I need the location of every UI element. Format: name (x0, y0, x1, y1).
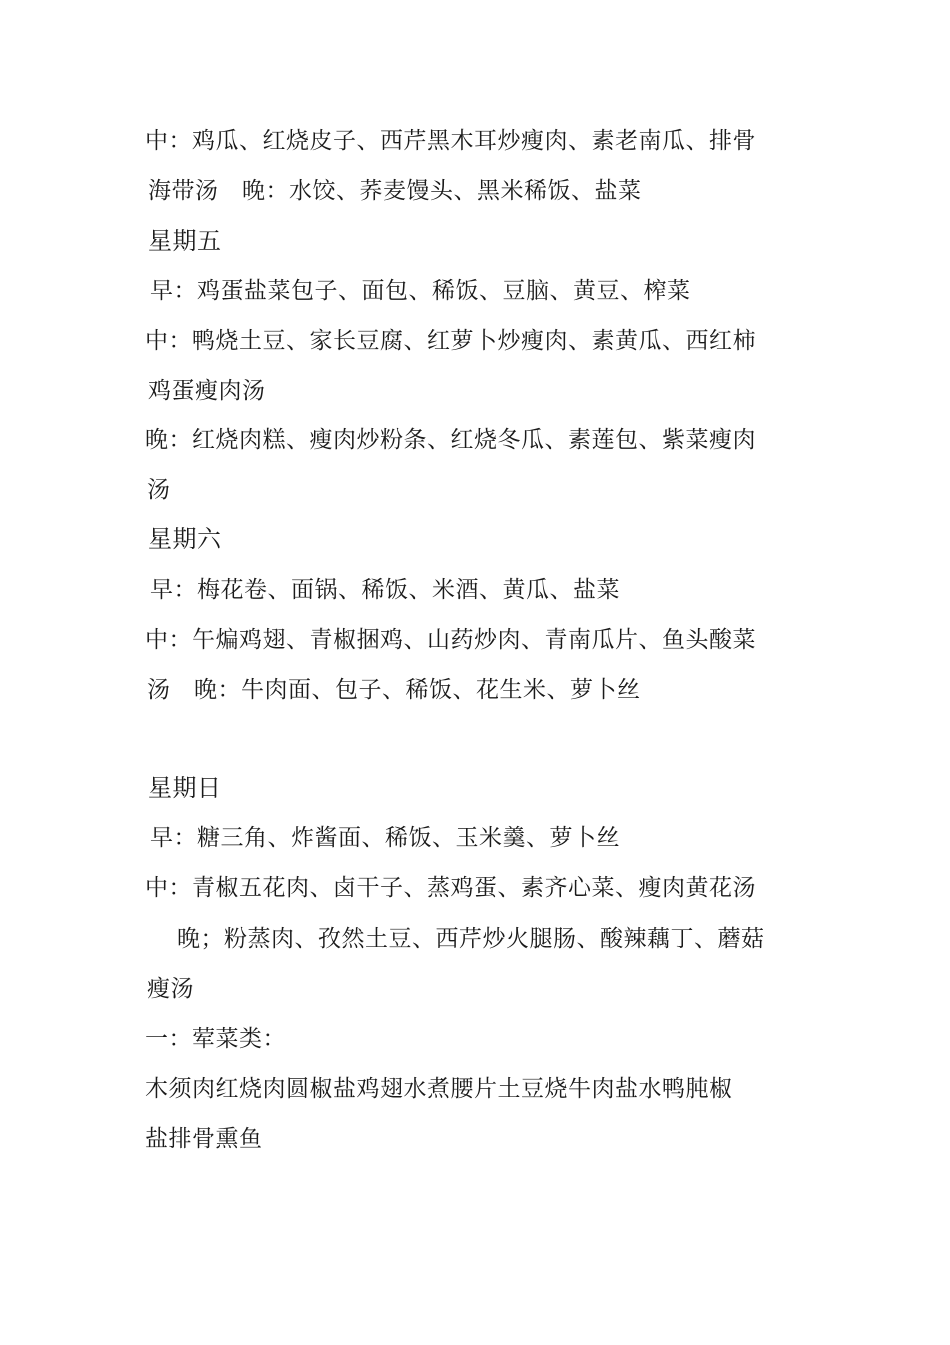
text-line-lunch-sunday: 中：青椒五花肉、卤干子、蒸鸡蛋、素齐心菜、瘦肉黄花汤 (145, 875, 756, 901)
text-line-soup-dinner-thursday: 海带汤 晚：水饺、荞麦馒头、黑米稀饭、盐菜 (148, 178, 642, 204)
text-line-lunch-friday: 中：鸭烧土豆、家长豆腐、红萝卜炒瘦肉、素黄瓜、西红柿 (145, 328, 756, 354)
text-line-breakfast-sunday: 早：糖三角、炸酱面、稀饭、玉米羹、萝卜丝 (150, 825, 620, 851)
text-line-lunch-thursday: 中：鸡瓜、红烧皮子、西芹黑木耳炒瘦肉、素老南瓜、排骨 (145, 128, 756, 154)
day-heading-saturday: 星期六 (148, 525, 222, 553)
text-line-dinner-sunday: 晚；粉蒸肉、孜然土豆、西芹炒火腿肠、酸辣藕丁、蘑菇 (177, 926, 765, 952)
day-heading-friday: 星期五 (148, 227, 222, 255)
text-line-dinner-sunday-cont: 瘦汤 (147, 976, 194, 1002)
text-line-dinner-friday-cont: 汤 (147, 477, 171, 503)
text-line-dinner-friday: 晚：红烧肉糕、瘦肉炒粉条、红烧冬瓜、素莲包、紫菜瘦肉 (145, 427, 756, 453)
text-line-lunch-friday-cont: 鸡蛋瘦肉汤 (148, 378, 266, 404)
text-line-meat-dishes: 木须肉红烧肉圆椒盐鸡翅水煮腰片土豆烧牛肉盐水鸭肫椒 (145, 1076, 733, 1102)
text-line-breakfast-saturday: 早：梅花卷、面锅、稀饭、米酒、黄瓜、盐菜 (150, 577, 620, 603)
text-line-meat-dishes-cont: 盐排骨熏鱼 (145, 1126, 263, 1152)
day-heading-sunday: 星期日 (148, 774, 222, 802)
text-line-breakfast-friday: 早：鸡蛋盐菜包子、面包、稀饭、豆脑、黄豆、榨菜 (150, 278, 691, 304)
section-heading-meat-dishes: 一：荤菜类： (145, 1026, 286, 1052)
text-line-lunch-saturday: 中：午煸鸡翅、青椒捆鸡、山药炒肉、青南瓜片、鱼头酸菜 (145, 627, 756, 653)
text-line-soup-dinner-saturday: 汤 晚：牛肉面、包子、稀饭、花生米、萝卜丝 (147, 677, 641, 703)
